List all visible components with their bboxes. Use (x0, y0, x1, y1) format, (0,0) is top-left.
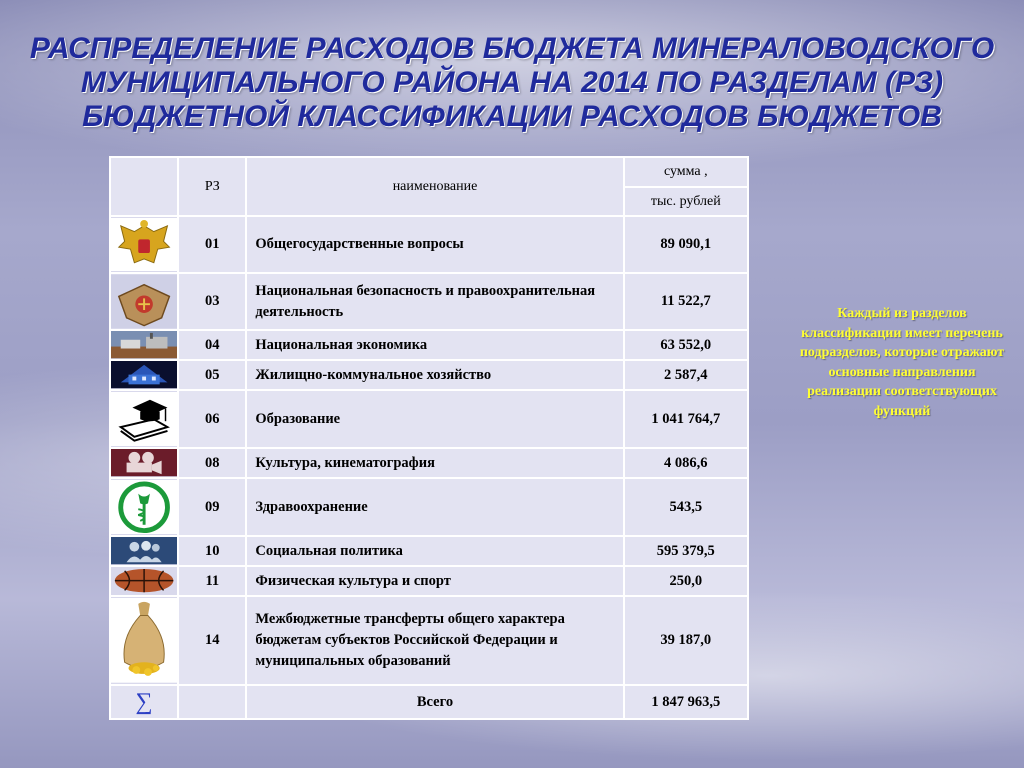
total-row (110, 685, 748, 719)
row-rz: 14 (178, 596, 246, 685)
row-rz: 09 (178, 478, 246, 536)
header-icon-cell (110, 157, 178, 216)
row-name: Общегосударственные вопросы (246, 216, 623, 273)
table-row (110, 478, 748, 536)
slide-title: РАСПРЕДЕЛЕНИЕ РАСХОДОВ БЮДЖЕТА МИНЕРАЛОВОДСКОГО МУНИЦИПАЛЬНОГО РАЙОНА НА 2014 ПО РАЗДЕЛАМ (РЗ) БЮДЖЕТНОЙ КЛАССИФИКАЦИИ РАСХОДОВ БЮДЖЕТОВ (29, 32, 995, 133)
money-bag-icon (111, 598, 177, 683)
industry-icon (111, 331, 177, 358)
header-unit: тыс. рублей (624, 187, 748, 216)
table-row (110, 596, 748, 685)
table-row (110, 536, 748, 566)
header-sum: сумма , (624, 157, 748, 187)
table-row (110, 273, 748, 330)
coat-of-arms-icon (111, 218, 177, 272)
row-rz: 04 (178, 330, 246, 360)
row-name: Социальная политика (246, 536, 623, 566)
row-sum: 89 090,1 (624, 216, 748, 273)
row-rz: 08 (178, 448, 246, 478)
table-row (110, 216, 748, 273)
table-row (110, 330, 748, 360)
row-name: Национальная безопасность и правоохранительная деятельность (246, 273, 623, 330)
table-row (110, 360, 748, 390)
row-name: Здравоохранение (246, 478, 623, 536)
row-sum: 4 086,6 (624, 448, 748, 478)
total-label: Всего (246, 685, 623, 719)
row-name: Образование (246, 390, 623, 448)
film-camera-icon (111, 449, 177, 476)
shield-emblem-icon (111, 275, 177, 329)
row-sum: 2 587,4 (624, 360, 748, 390)
medical-snake-icon (111, 480, 177, 535)
table-row (110, 566, 748, 596)
basketball-icon (111, 567, 177, 594)
total-rz-empty (178, 685, 246, 719)
row-sum: 11 522,7 (624, 273, 748, 330)
row-name: Межбюджетные трансферты общего характера бюджетам субъектов Российской Федерации и муниципальных образований (246, 596, 623, 685)
row-rz: 05 (178, 360, 246, 390)
row-sum: 1 041 764,7 (624, 390, 748, 448)
header-rz: РЗ (178, 157, 246, 216)
row-sum: 543,5 (624, 478, 748, 536)
side-note: Каждый из разделов классификации имеет перечень подразделов, которые отражают основные направления реализации соответствующих функций (799, 306, 1005, 419)
graduation-cap-icon (111, 392, 177, 447)
sigma-icon: ∑ (110, 685, 178, 719)
row-rz: 10 (178, 536, 246, 566)
row-sum: 595 379,5 (624, 536, 748, 566)
row-name: Национальная экономика (246, 330, 623, 360)
people-icon (111, 537, 177, 564)
row-sum: 250,0 (624, 566, 748, 596)
table-row (110, 390, 748, 448)
row-name: Физическая культура и спорт (246, 566, 623, 596)
row-name: Культура, кинематография (246, 448, 623, 478)
total-sum: 1 847 963,5 (624, 685, 748, 719)
budget-table (109, 156, 749, 720)
row-rz: 03 (178, 273, 246, 330)
row-sum: 63 552,0 (624, 330, 748, 360)
header-name: наименование (246, 157, 623, 216)
row-rz: 06 (178, 390, 246, 448)
row-sum: 39 187,0 (624, 596, 748, 685)
row-rz: 11 (178, 566, 246, 596)
housing-icon (111, 361, 177, 388)
row-rz: 01 (178, 216, 246, 273)
table-row (110, 448, 748, 478)
row-name: Жилищно-коммунальное хозяйство (246, 360, 623, 390)
row-icon-cell (110, 216, 178, 273)
